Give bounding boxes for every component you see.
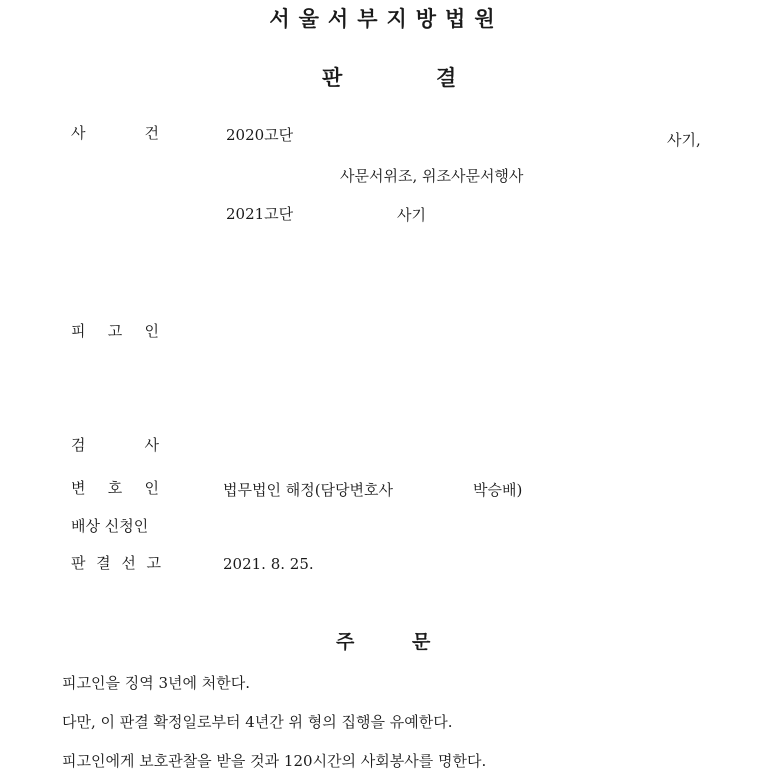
case-number-2: 2021고단: [226, 205, 294, 223]
counsel-firm: 법무법인 해정(담당변호사: [223, 481, 394, 499]
prosecutor-label-char: 사: [144, 436, 159, 454]
order-title-part-2: 문: [412, 631, 431, 653]
judgment-date-value: 2021. 8. 25.: [223, 555, 314, 573]
judgment-date-label-char: 선: [121, 554, 136, 572]
order-title-part-1: 주: [336, 631, 355, 653]
case-charge-1a: 사기,: [667, 131, 701, 149]
case-label: [71, 122, 159, 143]
prosecutor-label: [71, 434, 159, 455]
case-label-char: 건: [144, 124, 159, 142]
judgment-date-label-char: 판: [71, 554, 86, 572]
counsel-label-char: 호: [107, 479, 123, 497]
case-charge-2: 사기: [397, 206, 426, 224]
case-charge-1b: 사문서위조, 위조사문서행사: [340, 167, 524, 185]
judgment-date-label-char: 결: [96, 554, 111, 572]
document-title-part-1: 판: [322, 66, 343, 90]
defendant-label: [71, 320, 159, 341]
claimant-label: 배상 신청인: [71, 517, 149, 535]
order-line-1: 피고인을 징역 3년에 처한다.: [62, 674, 251, 692]
order-line-3: 피고인에게 보호관찰을 받을 것과 120시간의 사회봉사를 명한다.: [62, 752, 487, 770]
counsel-label: [71, 477, 159, 498]
judgment-date-label-char: 고: [146, 554, 161, 572]
defendant-label-char: 피: [71, 322, 86, 340]
defendant-label-char: 인: [144, 322, 159, 340]
case-label-char: 사: [71, 124, 86, 142]
case-number-1: 2020고단: [226, 126, 294, 144]
prosecutor-label-char: 검: [71, 436, 86, 454]
order-line-2: 다만, 이 판결 확정일로부터 4년간 위 형의 집행을 유예한다.: [62, 713, 453, 731]
defendant-label-char: 고: [107, 322, 123, 340]
judgment-date-label: [71, 552, 161, 573]
court-name: 서울서부지방법원: [269, 7, 504, 31]
counsel-lawyer: 박승배): [473, 481, 523, 499]
document-title-part-2: 결: [436, 66, 457, 90]
counsel-label-char: 변: [71, 479, 86, 497]
counsel-label-char: 인: [144, 479, 159, 497]
